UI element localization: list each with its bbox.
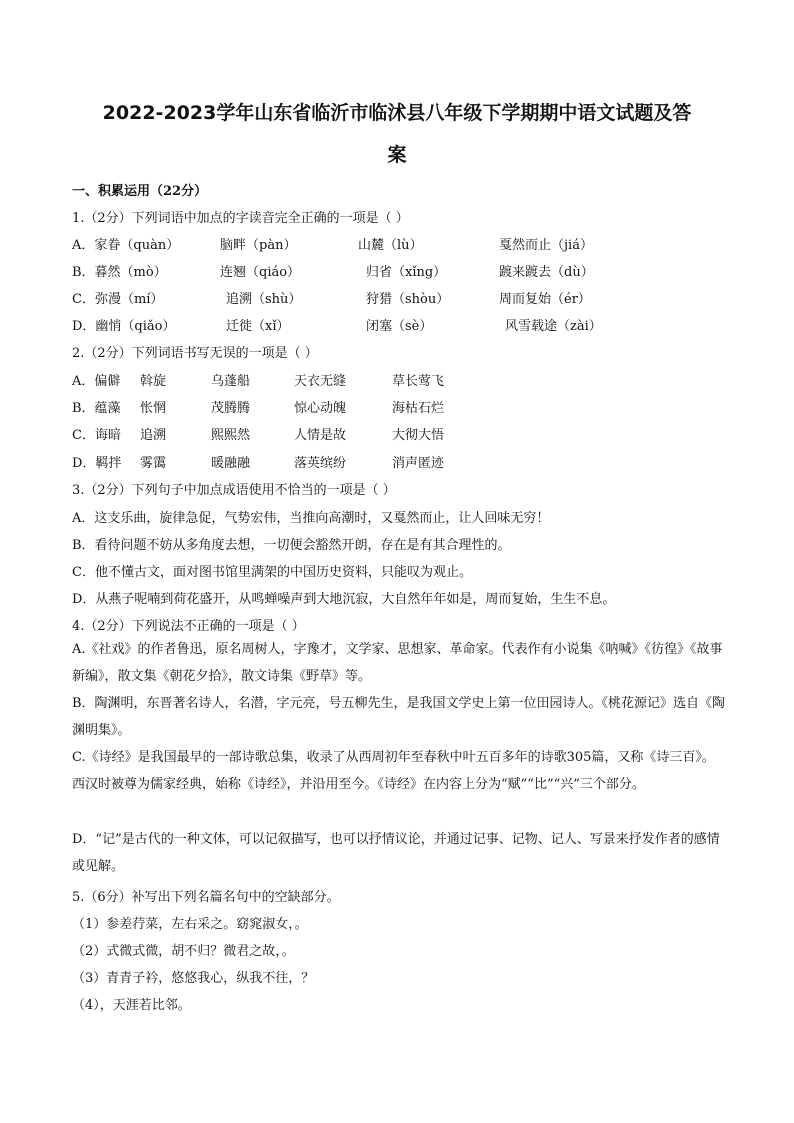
title-line-1: 2022-2023学年山东省临沂市临沭县八年级下学期期中语文试题及答: [102, 102, 692, 124]
section-heading: 一、积累运用（22分）: [72, 184, 208, 199]
q5-stem: 5.（6分）补写出下列名篇名句中的空缺部分。: [72, 890, 340, 905]
q1-stem: 1.（2分）下列词语中加点的字读音完全正确的一项是（ ）: [72, 211, 409, 226]
q2-stem: 2.（2分）下列词语书写无误的一项是（ ）: [72, 346, 318, 361]
q3-option-b: B．看待问题不妨从多角度去想，一切便会豁然开朗，存在是有其合理性的。: [72, 538, 511, 553]
q3-option-a: A．这支乐曲，旋律急促，气势宏伟，当推向高潮时，又戛然而止，让人回味无穷！: [72, 511, 550, 526]
q4-stem: 4.（2分）下列说法不正确的一项是（ ）: [72, 619, 305, 634]
q5-item-1: （1）参差荇菜，左右采之。窈窕淑女，。: [72, 917, 308, 932]
q5-item-2: （2）式微式微，胡不归？微君之故，。: [72, 944, 295, 959]
document-page: 2022-2023学年山东省临沂市临沭县八年级下学期期中语文试题及答 案 一、积累运用（22分） 1.（2分）下列词语中加点的字读音完全正确的一项是（ ） A．家眷（quàn） 脑畔（pàn） 山麓（lù） 戛然而止（jiá） B．暮然（mò） 连翘（qiáo） 归省（xǐng） 踱来踱去（dù） C．弥漫（mí） 追溯（shù） 狩猎（shòu） 周而复始（ér） D．幽悄（qiǎo） 迁徙（xǐ） 闭塞（sè） 风雪载途（zài） 2.（2分）下列词语书写无误的一项是（ ） A．偏僻 斡旋 乌蓬船 天衣无缝 草长莺飞 B．蕴藻 怅惘 茂腾腾 惊心动魄 海枯石烂 C．诲暗 追溯 熙熙然 人情是故 大彻大悟 D．羁拌 雾霭 暖融融 落英缤纷 消声匿迹 3.（2分）下列句子中加点成语使用不恰当的一项是（ ） A．这支乐曲，旋律急促，气势宏伟，当推向高潮时，又戛然而止，让人回味无穷！ B．看待问题不妨从多角度去想，一切便会豁然开朗，存在是有其合理性的。 C．他不懂古文，面对图书馆里满架的中国历史资料，只能叹为观止。 D．从燕子呢喃到荷花盛开，从鸣蝉噪声到大地沉寂，大自然年年如是，周而复始，生生不息。 4.（2分）下列说法不正确的一项是（ ） A.《社戏》的作者鲁迅，原名周树人，字豫才，文学家、思想家、革命家。代表作有小说集《呐喊》《彷徨》《故事新编》，散文集《朝花夕拾》，散文诗集《野草》等。 B．陶渊明，东晋著名诗人，名潜，字元亮，号五柳先生，是我国文学史上第一位田园诗人。《桃花源记》选自《陶渊明集》。 C.《诗经》是我国最早的一部诗歌总集，收录了从西周初年至春秋中叶五百多年的诗歌305篇，又称《诗三百》。西汉时被尊为儒家经典，始称《诗经》，并沿用至今。《诗经》在内容上分为“赋”“比”“兴”三个部分。 D．“记”是古代的一种文体，可以记叙描写，也可以抒情议论，并通过记事、记物、记人、写景来抒发作者的感情或见解。 5.（6分）补写出下列名篇名句中的空缺部分。 （1）参差荇菜，左右采之。窈窕淑女，。 （2）式微式微，胡不归？微君之故，。 （3）青青子衿，悠悠我心，纵我不往，？ （4），天涯若比邻。: [0, 0, 794, 1123]
q4-option-a: A.《社戏》的作者鲁迅，原名周树人，字豫才，文学家、思想家、革命家。代表作有小说集《呐喊》《彷徨》《故事新编》，散文集《朝花夕拾》，散文诗集《野草》等。: [72, 642, 723, 684]
q5-item-3: （3）青青子衿，悠悠我心，纵我不往，？: [72, 971, 315, 986]
q3-stem: 3.（2分）下列句子中加点成语使用不恰当的一项是（ ）: [72, 483, 396, 498]
q3-option-d: D．从燕子呢喃到荷花盛开，从鸣蝉噪声到大地沉寂，大自然年年如是，周而复始，生生不息。: [72, 592, 616, 607]
document-title: [60, 92, 734, 176]
q3-option-c: C．他不懂古文，面对图书馆里满架的中国历史资料，只能叹为观止。: [72, 565, 472, 580]
q4-option-b: B．陶渊明，东晋著名诗人，名潜，字元亮，号五柳先生，是我国文学史上第一位田园诗人。《桃花源记》选自《陶渊明集》。: [72, 696, 726, 738]
q4-option-c: C.《诗经》是我国最早的一部诗歌总集，收录了从西周初年至春秋中叶五百多年的诗歌305篇，又称《诗三百》。西汉时被尊为儒家经典，始称《诗经》，并沿用至今。《诗经》在内容上分为“赋”“比”“兴”三个部分。: [72, 750, 715, 792]
q4-option-d: D．“记”是古代的一种文体，可以记叙描写，也可以抒情议论，并通过记事、记物、记人、写景来抒发作者的感情或见解。: [72, 832, 720, 874]
title-line-2: 案: [387, 144, 407, 166]
q5-item-4: （4），天涯若比邻。: [72, 998, 191, 1013]
